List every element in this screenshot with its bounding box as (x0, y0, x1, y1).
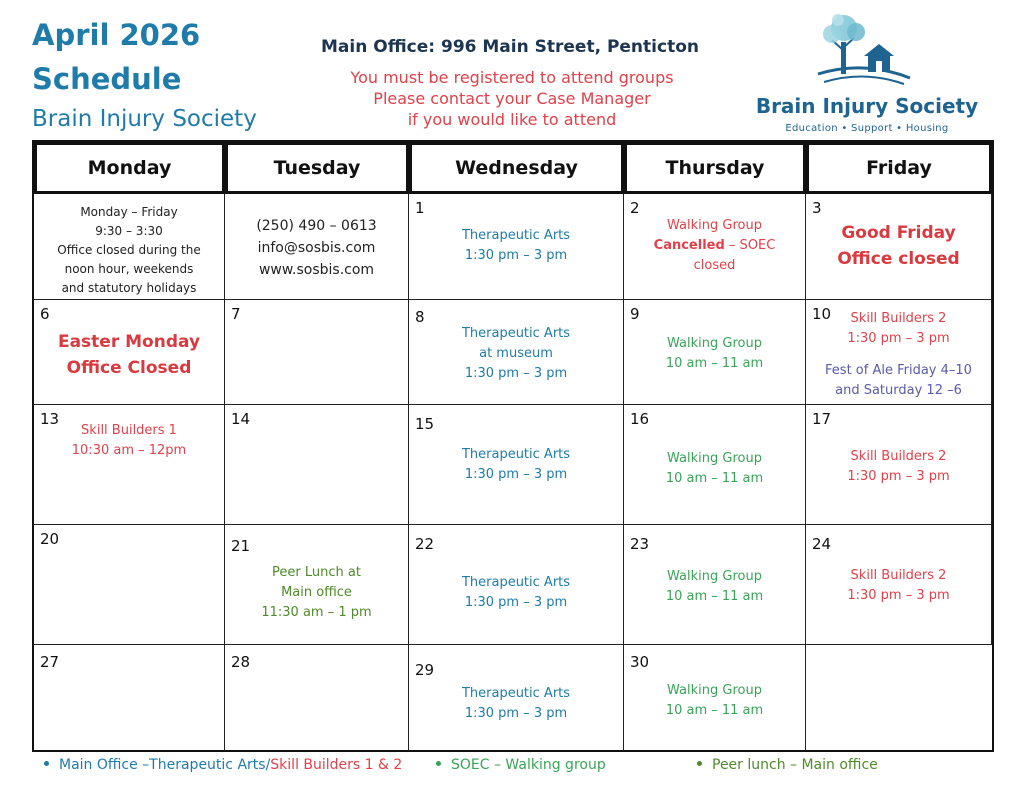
holiday-line: Office Closed (66, 358, 192, 378)
day-number: 20 (40, 530, 60, 548)
tree-house-logo-icon (814, 12, 914, 88)
event (409, 226, 623, 266)
page-subtitle: Schedule (32, 62, 182, 96)
day-number: 3 (812, 199, 822, 217)
day-number: 10 (812, 305, 832, 323)
day-cell (409, 194, 624, 300)
event-line: Walking Group (667, 683, 762, 698)
contact-info (225, 215, 408, 281)
day-cell (34, 645, 225, 750)
day-number: 23 (630, 535, 650, 553)
legend-item-peer-lunch (697, 757, 878, 773)
day-number: 15 (415, 415, 435, 433)
holiday-line: Good Friday (841, 223, 956, 243)
day-cell (225, 525, 409, 645)
holiday-line: Office closed (837, 249, 960, 269)
day-cell (624, 405, 806, 525)
holiday-line: Easter Monday (57, 332, 201, 352)
event (624, 567, 805, 607)
day-cell (409, 525, 624, 645)
day-number: 1 (415, 199, 425, 217)
calendar-grid (32, 140, 994, 752)
day-number: 17 (812, 410, 832, 428)
bullet-icon (697, 761, 702, 766)
office-hours-line: noon hour, weekends (64, 262, 194, 276)
notice-line: if you would like to attend (407, 110, 617, 129)
event (806, 566, 991, 606)
day-number: 24 (812, 535, 832, 553)
logo-name: Brain Injury Society (755, 94, 979, 118)
legend-label: SOEC – Walking group (451, 757, 606, 773)
day-number: 7 (231, 305, 241, 323)
event (409, 684, 623, 724)
day-cell (806, 645, 992, 750)
day-number: 9 (630, 305, 640, 323)
event (806, 309, 991, 349)
cancelled-label: Cancelled (653, 238, 725, 253)
event-line: Fest of Ale Friday 4–10 (825, 363, 972, 378)
event (624, 334, 805, 374)
event (409, 445, 623, 485)
logo-tagline: Education • Support • Housing (785, 123, 949, 134)
day-cell (34, 194, 225, 300)
weekday-monday: Monday (34, 142, 225, 194)
event-line: 1:30 pm – 3 pm (847, 469, 950, 484)
event-line: Skill Builders 2 (850, 449, 947, 464)
day-number: 16 (630, 410, 650, 428)
contact-email: info@sosbis.com (257, 240, 376, 256)
logo (752, 12, 982, 137)
day-cell (806, 300, 992, 405)
day-number: 13 (40, 410, 60, 428)
day-cell (225, 405, 409, 525)
day-number: 28 (231, 653, 251, 671)
legend-item-soec (436, 757, 606, 773)
event-line: 1:30 pm – 3 pm (464, 248, 568, 263)
event-line: closed (693, 258, 736, 273)
day-number: 8 (415, 308, 425, 326)
event-line: Walking Group (667, 218, 762, 233)
day-cell (624, 525, 806, 645)
org-name: Brain Injury Society (32, 106, 257, 132)
page-title: April 2026 (32, 18, 201, 52)
day-cell (806, 405, 992, 525)
day-cell (225, 645, 409, 750)
legend-label: Peer lunch – Main office (712, 757, 878, 773)
notice-line: Please contact your Case Manager (373, 89, 651, 108)
day-cell (225, 300, 409, 405)
office-hours (34, 203, 224, 298)
event-line: Skill Builders 2 (850, 311, 947, 326)
office-hours-line: Office closed during the (57, 243, 201, 257)
event-line: Peer Lunch at (272, 565, 361, 580)
event-line: 1:30 pm – 3 pm (847, 588, 950, 603)
day-cell (34, 525, 225, 645)
office-hours-line: Monday – Friday (80, 205, 178, 219)
day-number: 21 (231, 537, 251, 555)
holiday-notice (34, 329, 224, 381)
office-hours-line: 9:30 – 3:30 (95, 224, 163, 238)
event (806, 447, 991, 487)
day-number: 2 (630, 199, 640, 217)
event-line: Walking Group (667, 336, 762, 351)
day-cell (409, 405, 624, 525)
weekday-thursday: Thursday (624, 142, 806, 194)
event-line: 10:30 am – 12pm (71, 443, 187, 458)
event-line: 1:30 pm – 3 pm (847, 331, 950, 346)
holiday-notice (806, 220, 991, 272)
event-line: and Saturday 12 –6 (835, 383, 962, 398)
day-number: 27 (40, 653, 60, 671)
community-event (806, 361, 991, 401)
main-office-address: Main Office: 996 Main Street, Penticton (321, 37, 699, 57)
day-cell (806, 525, 992, 645)
event (409, 573, 623, 613)
day-cell (806, 194, 992, 300)
legend-item-main-office (44, 757, 402, 773)
day-cell (225, 194, 409, 300)
day-cell (624, 194, 806, 300)
day-number: 22 (415, 535, 435, 553)
event-line-rest: – SOEC (724, 238, 776, 253)
event-line: 1:30 pm – 3 pm (464, 706, 568, 721)
event (34, 421, 224, 461)
event-line: Therapeutic Arts (461, 326, 571, 341)
day-cell (409, 645, 624, 750)
event-line: 11:30 am – 1 pm (261, 605, 372, 620)
event-line: 10 am – 11 am (665, 589, 764, 604)
event (409, 324, 623, 384)
event-line: 1:30 pm – 3 pm (464, 467, 568, 482)
event-line: Walking Group (667, 451, 762, 466)
day-cell (34, 405, 225, 525)
event (624, 681, 805, 721)
contact-phone: (250) 490 – 0613 (256, 218, 377, 234)
weekday-wednesday: Wednesday (409, 142, 624, 194)
event-line: Therapeutic Arts (461, 447, 571, 462)
event-line: 1:30 pm – 3 pm (464, 366, 568, 381)
event-line: 10 am – 11 am (665, 471, 764, 486)
day-number: 6 (40, 305, 50, 323)
weekday-header (34, 142, 992, 194)
event-line (624, 236, 805, 256)
day-number: 30 (630, 653, 650, 671)
event-line: 10 am – 11 am (665, 703, 764, 718)
day-number: 29 (415, 661, 435, 679)
legend-label: Main Office –Therapeutic Arts/ (59, 757, 271, 773)
event-line: 1:30 pm – 3 pm (464, 595, 568, 610)
legend-label: Skill Builders 1 & 2 (270, 757, 403, 773)
event-line: Walking Group (667, 569, 762, 584)
event-line: Main office (281, 585, 352, 600)
day-cell (34, 300, 225, 405)
event-line: Therapeutic Arts (461, 686, 571, 701)
bullet-icon (436, 761, 441, 766)
day-number: 14 (231, 410, 251, 428)
event-line: Therapeutic Arts (461, 228, 571, 243)
office-hours-line: and statutory holidays (61, 281, 197, 295)
event (624, 216, 805, 276)
weekday-friday: Friday (806, 142, 992, 194)
day-cell (624, 645, 806, 750)
contact-website: www.sosbis.com (258, 262, 375, 278)
event-line: 10 am – 11 am (665, 356, 764, 371)
registration-notice (310, 67, 714, 130)
event (225, 563, 408, 623)
day-cell (409, 300, 624, 405)
event-line: Skill Builders 1 (81, 423, 177, 438)
event-line: Skill Builders 2 (850, 568, 947, 583)
event-line: at museum (479, 346, 553, 361)
weekday-tuesday: Tuesday (225, 142, 409, 194)
event-line: Therapeutic Arts (461, 575, 571, 590)
event (624, 449, 805, 489)
bullet-icon (44, 761, 49, 766)
notice-line: You must be registered to attend groups (350, 68, 674, 87)
day-cell (624, 300, 806, 405)
